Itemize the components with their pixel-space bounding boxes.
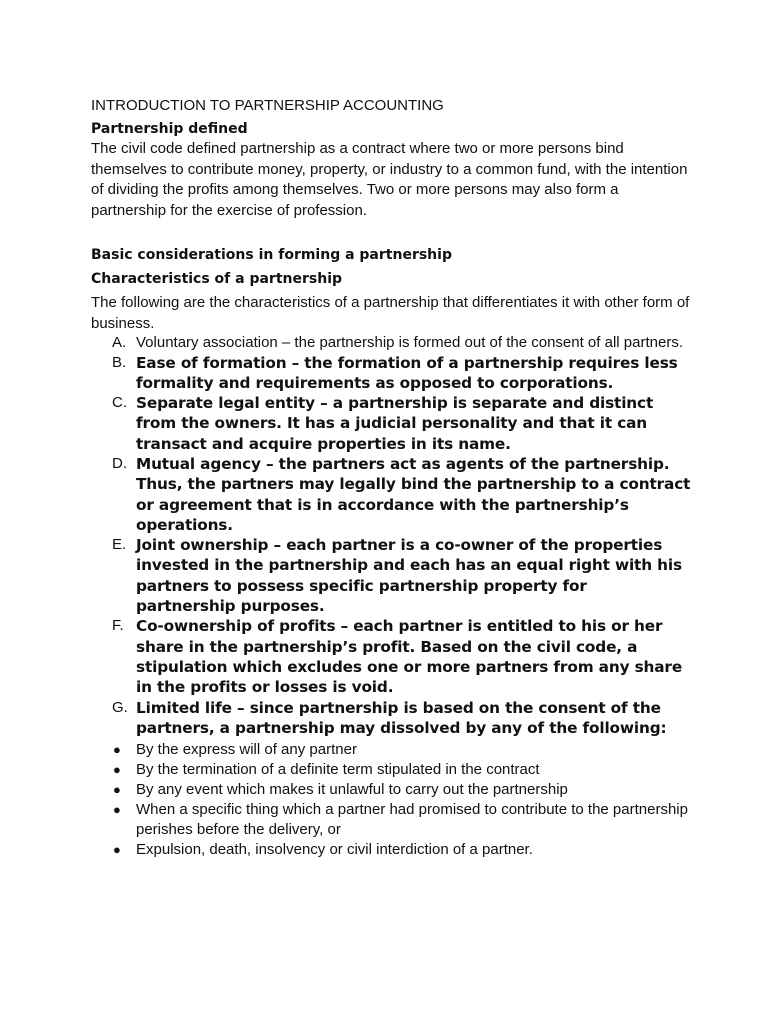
bullet-dot-icon: ● bbox=[113, 742, 121, 758]
bullet-item-text: Expulsion, death, insolvency or civil interdiction of a partner. bbox=[136, 841, 533, 859]
list-item-text: Limited life – since partnership is based on the consent of the partners, a partnership may dissolved by any of the following: bbox=[136, 698, 667, 737]
list-item-text: Ease of formation – the formation of a partnership requires less formality and requirements as opposed to corporations. bbox=[136, 353, 678, 392]
list-item bbox=[91, 393, 691, 454]
list-marker: E. bbox=[112, 536, 127, 554]
document-title: INTRODUCTION TO PARTNERSHIP ACCOUNTING bbox=[91, 97, 444, 114]
list-marker: C. bbox=[112, 394, 127, 412]
bullet-dot-icon: ● bbox=[113, 782, 121, 798]
list-item bbox=[91, 535, 691, 616]
bullet-item-text: By any event which makes it unlawful to carry out the partnership bbox=[136, 781, 568, 799]
bullet-item bbox=[91, 840, 691, 860]
section-heading-characteristics: Characteristics of a partnership bbox=[91, 271, 343, 287]
section-spacer bbox=[91, 221, 691, 245]
bullet-dot-icon: ● bbox=[113, 842, 121, 858]
bullet-dot-icon: ● bbox=[113, 762, 121, 778]
list-marker: A. bbox=[112, 334, 127, 351]
bullet-dot-icon: ● bbox=[113, 802, 121, 818]
list-item bbox=[91, 334, 691, 353]
characteristics-intro-paragraph: The following are the characteristics of a partnership that differentiates it with other form of business. bbox=[91, 294, 690, 332]
list-item-text: Voluntary association – the partnership is formed out of the consent of all partners. bbox=[136, 334, 683, 351]
list-marker: F. bbox=[112, 617, 124, 635]
bullet-item-text: By the express will of any partner bbox=[136, 741, 357, 759]
bullet-item bbox=[91, 780, 691, 800]
list-marker: G. bbox=[112, 698, 128, 716]
list-marker: B. bbox=[112, 353, 127, 371]
bullet-item bbox=[91, 760, 691, 780]
bullet-item bbox=[91, 800, 691, 840]
section-heading-basic-considerations: Basic considerations in forming a partnership bbox=[91, 247, 452, 263]
list-marker: D. bbox=[112, 454, 127, 472]
section-heading-partnership-defined: Partnership defined bbox=[91, 121, 248, 137]
list-item bbox=[91, 698, 691, 739]
bullet-item-text: By the termination of a definite term stipulated in the contract bbox=[136, 761, 540, 779]
list-item-text: Mutual agency – the partners act as agents of the partnership. Thus, the partners may legally bind the partnership to a contract or agreement that is in accordance with the partnership’s operations. bbox=[136, 454, 691, 534]
list-item bbox=[91, 616, 691, 697]
partnership-definition-paragraph: The civil code defined partnership as a contract where two or more persons bind themselves to contribute money, property, or industry to a common fund, with the intention of dividing the profits among themselves. Two or more persons may also form a partnership for the exercise of profession. bbox=[91, 140, 688, 219]
list-item bbox=[91, 353, 691, 394]
bullet-item-text: When a specific thing which a partner had promised to contribute to the partnership perishes before the delivery, or bbox=[136, 801, 688, 839]
list-item-text: Separate legal entity – a partnership is separate and distinct from the owners. It has a judicial personality and that it can transact and acquire properties in its name. bbox=[136, 394, 654, 453]
characteristics-list bbox=[91, 334, 691, 738]
dissolution-causes-list bbox=[91, 740, 691, 860]
list-item-text: Joint ownership – each partner is a co-owner of the properties invested in the partnership and each has an equal right with his partners to possess specific partnership property for partnership purposes. bbox=[136, 536, 682, 616]
bullet-item bbox=[91, 740, 691, 760]
list-item bbox=[91, 454, 691, 535]
list-item-text: Co-ownership of profits – each partner is entitled to his or her share in the partnership’s profit. Based on the civil code, a stipulation which excludes one or more partners from any share in the profits or losses is void. bbox=[136, 617, 683, 697]
document-page bbox=[91, 96, 691, 860]
